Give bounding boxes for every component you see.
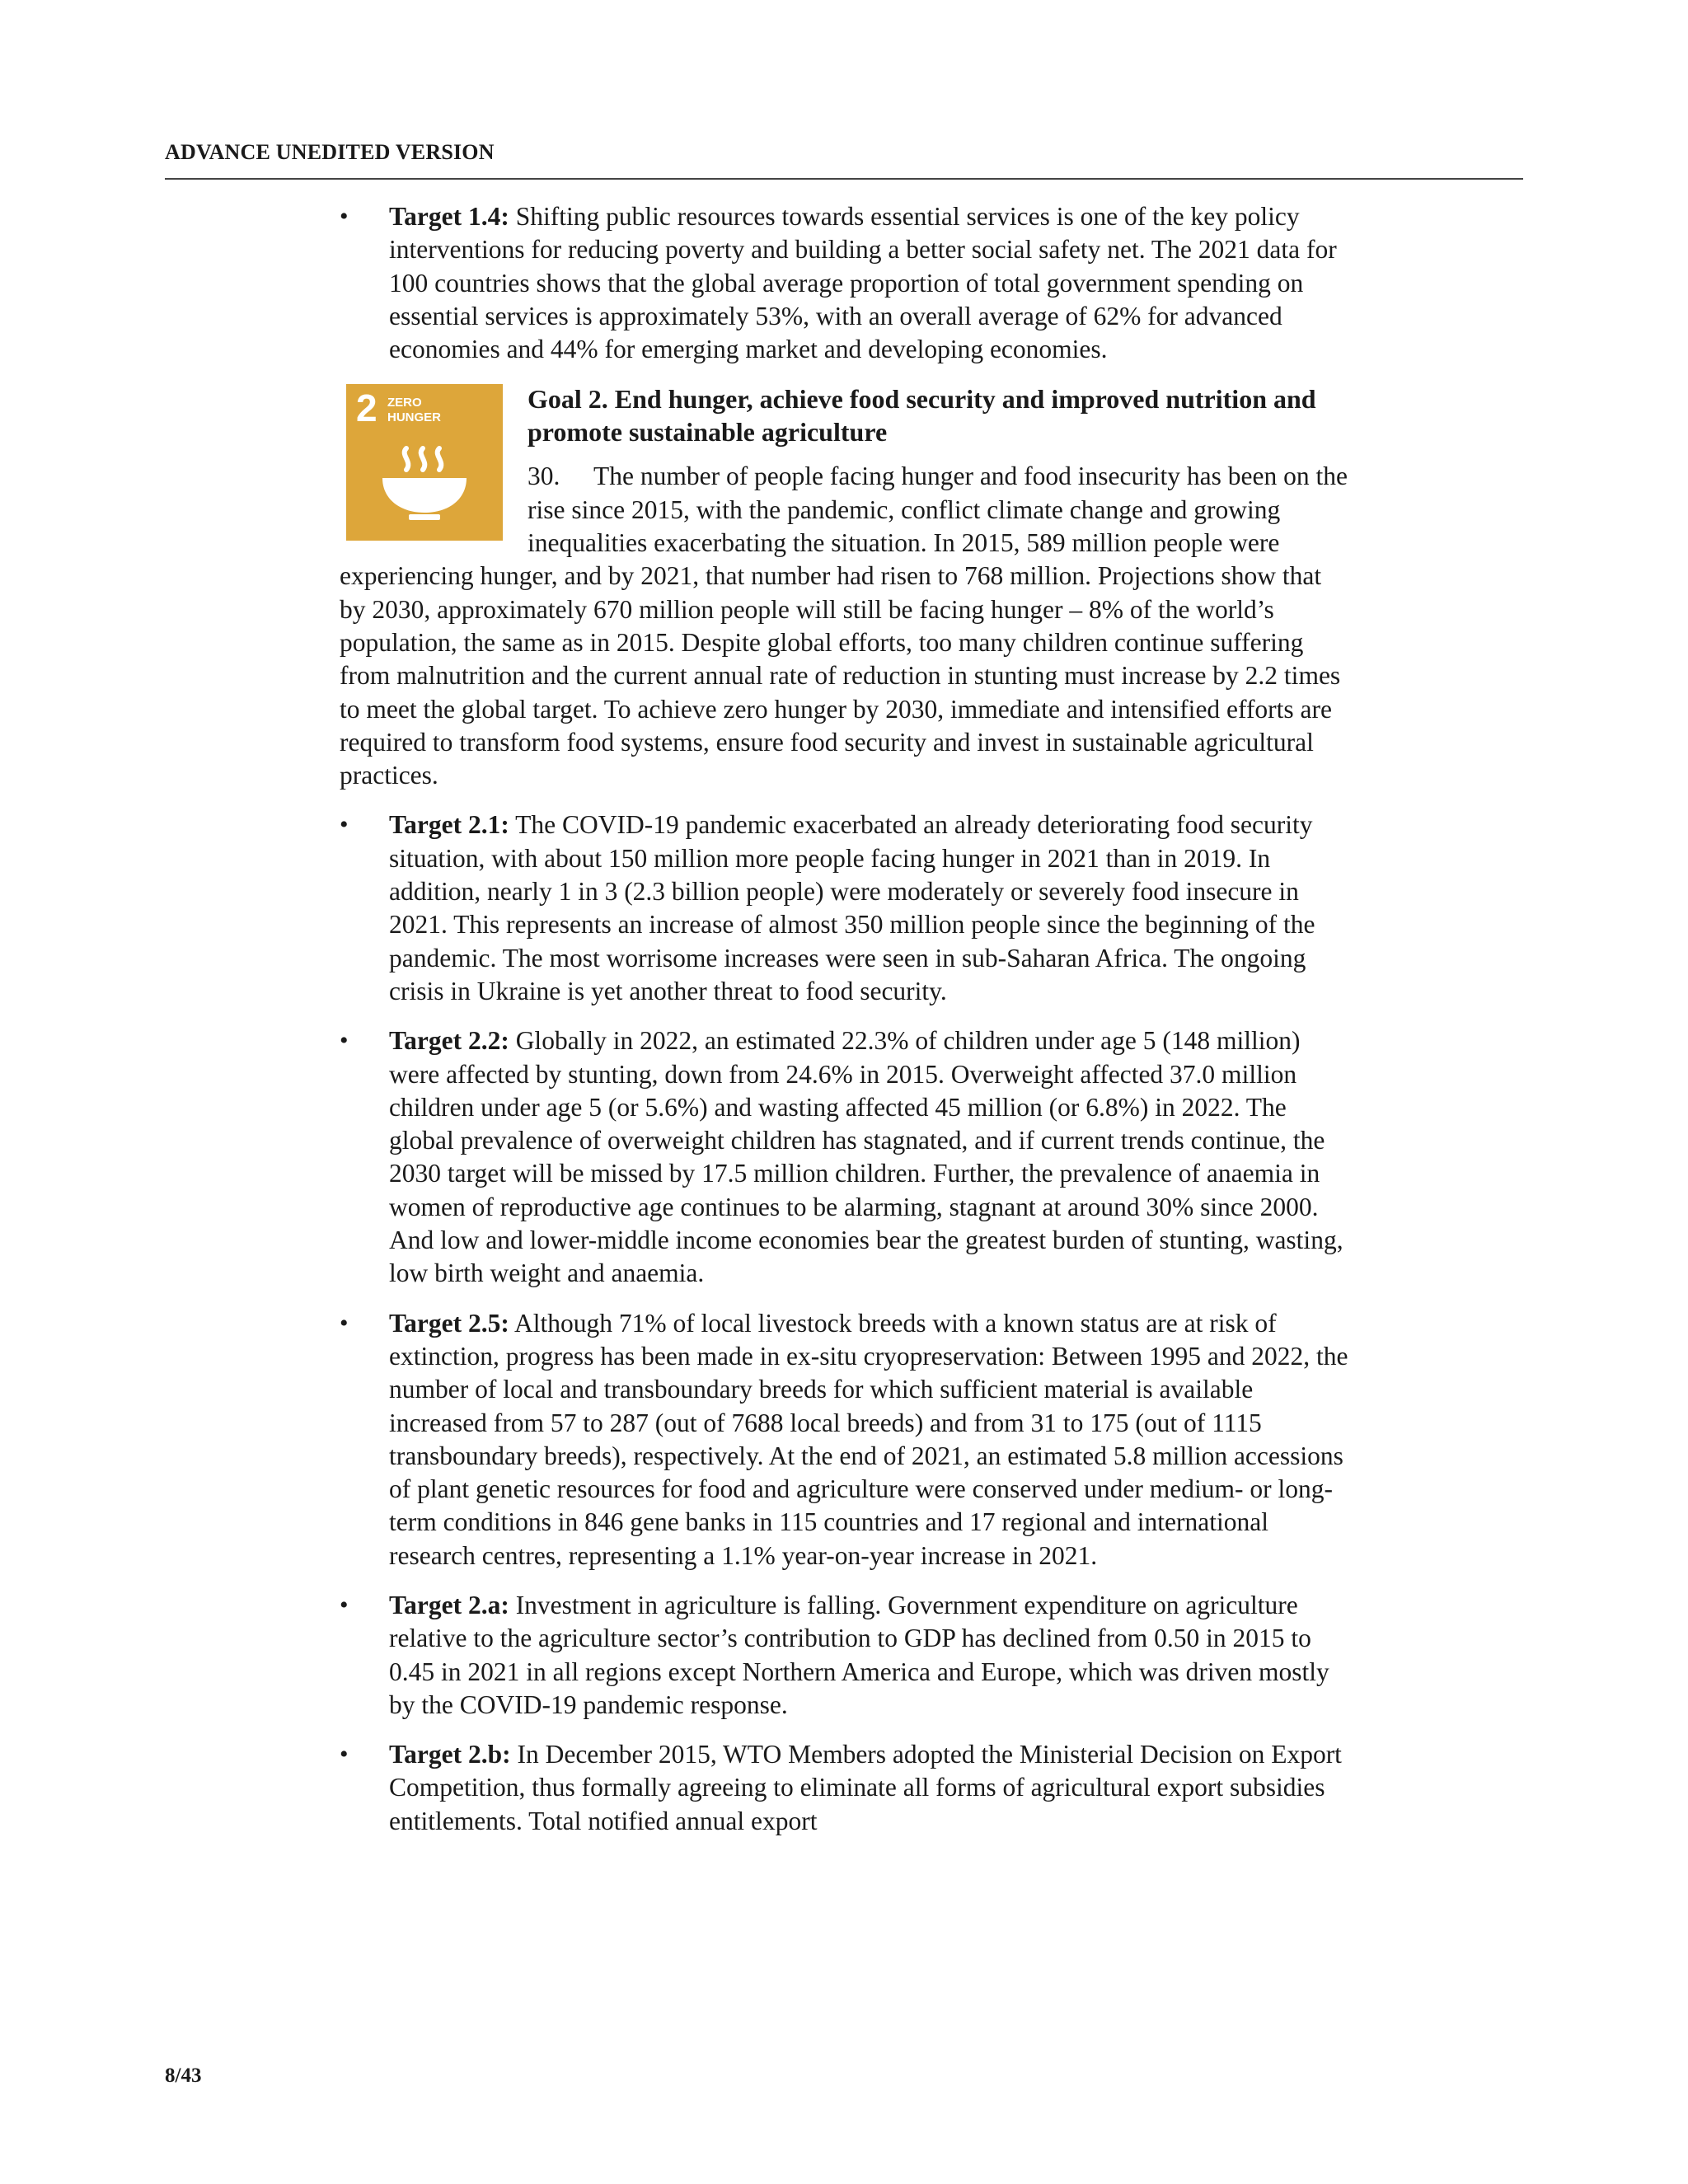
target-1-4-item: [340, 200, 1353, 366]
bowl-icon: [379, 442, 470, 532]
paragraph-text: The number of people facing hunger and food insecurity has been on the rise since 2015, with the pandemic, conflict climate change and growing inequalities exacerbating the situation. In 2015, 589 million people were experiencing hunger, and by 2021, that number had risen to 768 million. Projections show that by 2030, approximately 670 million people will still be facing hunger – 8% of the world’s population, the same as in 2015. Despite global efforts, too many children continue suffering from malnutrition and the current annual rate of reduction in stunting must increase by 2.2 times to meet the global target. To achieve zero hunger by 2030, immediate and intensified efforts are required to transform food systems, ensure food security and invest in sustainable agricultural practices.: [340, 462, 1348, 790]
target-label: Target 2.2:: [389, 1026, 509, 1056]
zero-hunger-icon: [346, 384, 503, 541]
target-text: Globally in 2022, an estimated 22.3% of children under age 5 (148 million) were affected by stunting, down from 24.6% in 2015. Overweight affected 37.0 million children under age 5 (or 5.6%) and wasting affected 45 million (or 6.8%) in 2022. The global prevalence of overweight children has stagnated, and if current trends continue, the 2030 target will be missed by 17.5 million children. Further, the prevalence of anaemia in women of reproductive age continues to be alarming, stagnant at around 30% since 2000. And low and lower-middle income economies bear the greatest burden of stunting, wasting, low birth weight and anaemia.: [389, 1026, 1343, 1288]
target-label: Target 2.5:: [389, 1308, 509, 1338]
sdg-label: ZERO HUNGER: [387, 396, 442, 425]
target-2-2-item: [340, 1024, 1353, 1290]
page-number: 8/43: [165, 2064, 202, 2087]
sdg-number: 2: [356, 387, 377, 430]
target-label: Target 1.4:: [389, 202, 509, 231]
target-text: Shifting public resources towards essential services is one of the key policy interventions for reducing poverty and building a better social safety net. The 2021 data for 100 countries shows that the global average proportion of total government spending on essential services is approximately 53%, with an overall average of 62% for advanced economies and 44% for emerging market and developing economies.: [389, 202, 1337, 364]
paragraph-number: 30.: [528, 462, 560, 491]
target-2-5-item: [340, 1307, 1353, 1572]
target-text: In December 2015, WTO Members adopted the Ministerial Decision on Export Competition, thus formally agreeing to eliminate all forms of agricultural export subsidies entitlements. Total notified annual export: [389, 1740, 1342, 1835]
goal-2-title: Goal 2. End hunger, achieve food security and improved nutrition and promote sustainable agriculture: [528, 384, 1316, 448]
target-text: The COVID-19 pandemic exacerbated an already deteriorating food security situation, with about 150 million more people facing hunger in 2021 than in 2019. In addition, nearly 1 in 3 (2.3 billion people) were moderately or severely food insecure in 2021. This represents an increase of almost 350 million people since the beginning of the pandemic. The most worrisome increases were seen in sub-Saharan Africa. The ongoing crisis in Ukraine is yet another threat to food security.: [389, 810, 1315, 1005]
target-label: Target 2.a:: [389, 1590, 509, 1619]
target-2-1-item: [340, 808, 1353, 1008]
goal-2-section: [340, 382, 1353, 792]
main-content: [340, 200, 1353, 1854]
target-text: Investment in agriculture is falling. Government expenditure on agriculture relative to the agriculture sector’s contribution to GDP has declined from 0.50 in 2015 to 0.45 in 2021 in all regions except Northern America and Europe, which was driven mostly by the COVID-19 pandemic response.: [389, 1590, 1329, 1719]
target-2-a-item: [340, 1589, 1353, 1722]
target-2-b-item: [340, 1738, 1353, 1838]
target-text: Although 71% of local livestock breeds with a known status are at risk of extinction, progress has been made in ex-situ cryopreservation: Between 1995 and 2022, the number of local and transboundary breeds for which sufficient material is available increased from 57 to 287 (out of 7688 local breeds) and from 31 to 175 (out of 1115 transboundary breeds), respectively. At the end of 2021, an estimated 5.8 million accessions of plant genetic resources for food and agriculture were conserved under medium- or long-term conditions in 846 gene banks in 115 countries and 17 regional and international research centres, representing a 1.1% year-on-year increase in 2021.: [389, 1308, 1348, 1570]
target-label: Target 2.1:: [389, 810, 509, 840]
header-divider: [165, 178, 1523, 180]
document-header: ADVANCE UNEDITED VERSION: [165, 140, 495, 164]
target-label: Target 2.b:: [389, 1740, 511, 1769]
